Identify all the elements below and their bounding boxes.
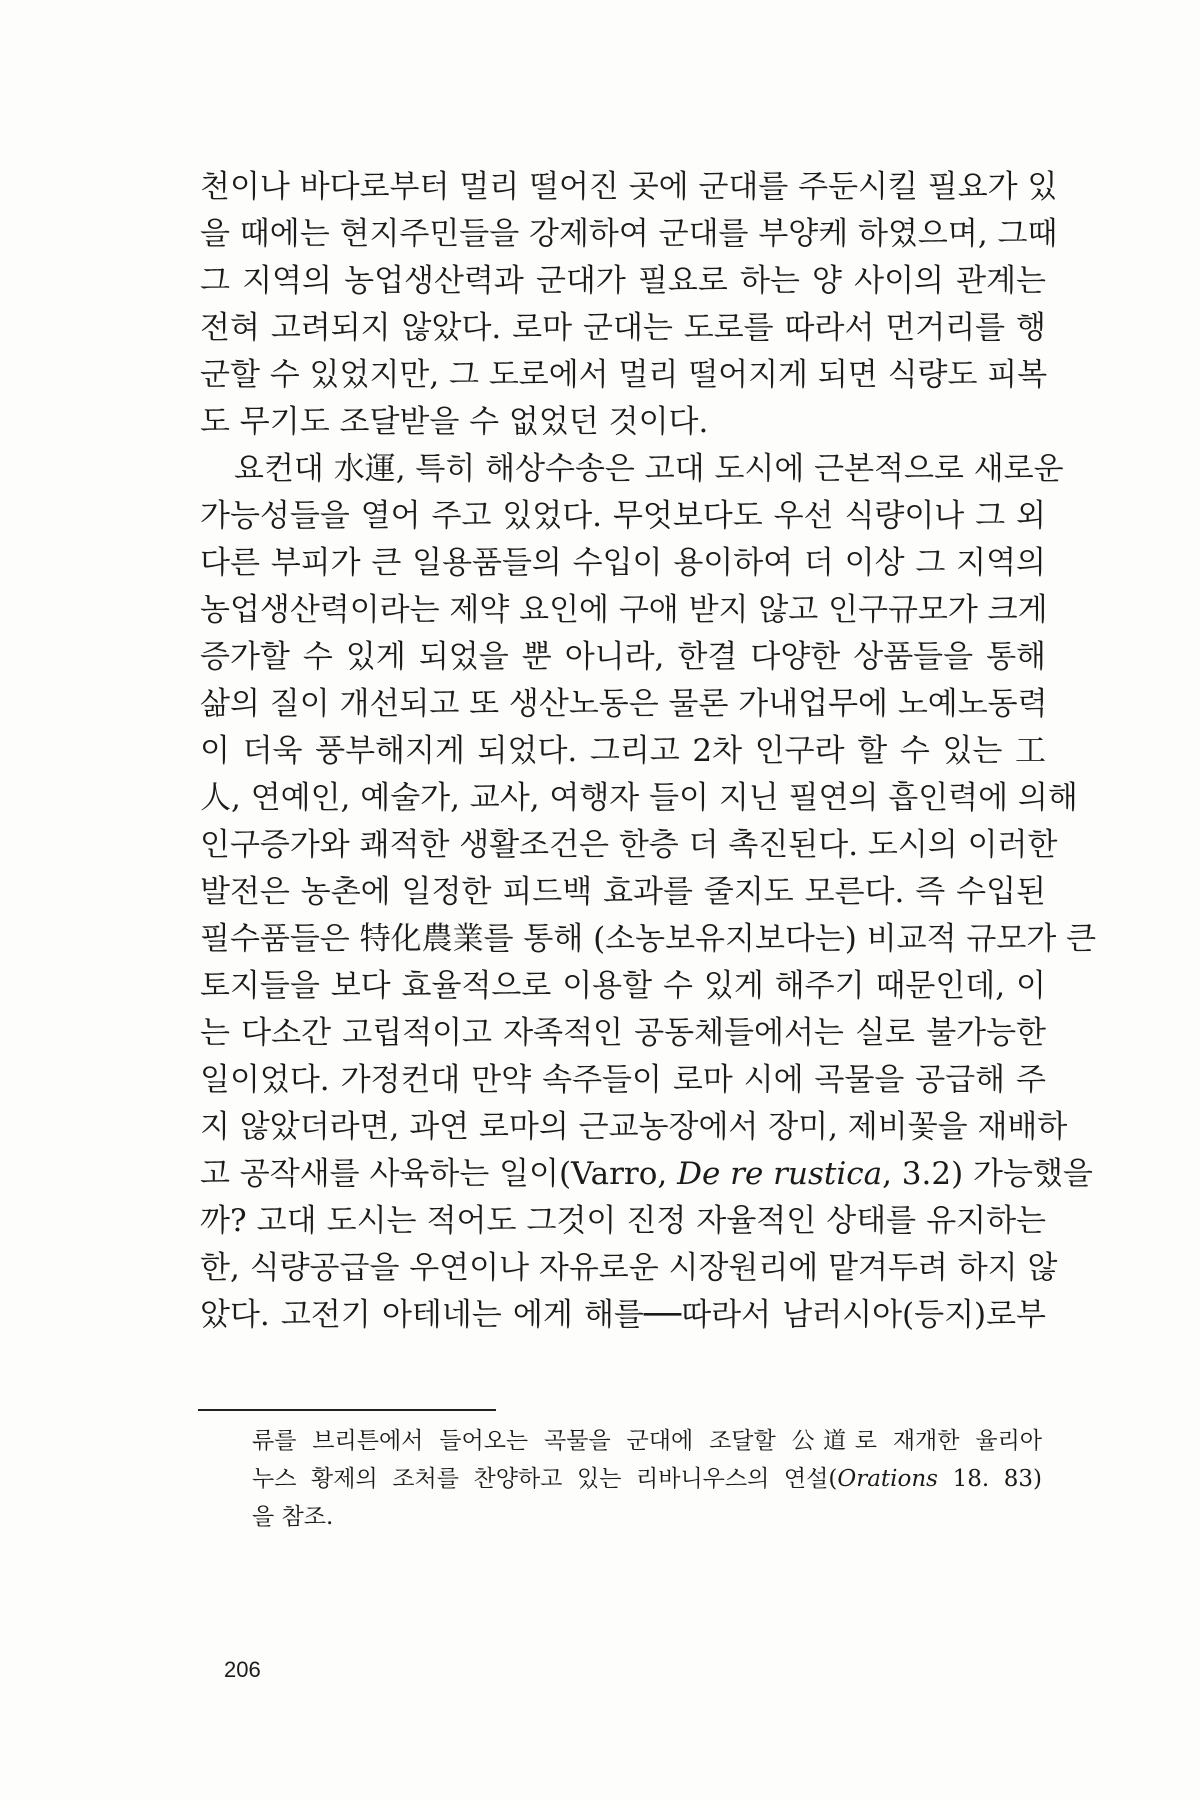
body-line: 는 다소간 고립적이고 자족적인 공동체들에서는 실로 불가능한 xyxy=(200,1015,1046,1051)
body-line: 지 않았더라면, 과연 로마의 근교농장에서 장미, 제비꽃을 재배하 xyxy=(200,1109,1068,1145)
body-line: 전혀 고려되지 않았다. 로마 군대는 도로를 따라서 먼거리를 행 xyxy=(200,310,1046,346)
body-line-text: 고 공작새를 사육하는 일이(Varro, xyxy=(200,1156,678,1192)
body-line: 았다. 고전기 아테네는 에게 해를──따라서 남러시아(등지)로부 xyxy=(200,1297,1046,1333)
footnote-line: 류를 브리튼에서 들어오는 곡물을 군대에 조달할 公道로 재개한 율리아 xyxy=(252,1428,1042,1454)
body-line: 삶의 질이 개선되고 또 생산노동은 물론 가내업무에 노예노동력 xyxy=(200,686,1048,722)
body-line: 이 더욱 풍부해지게 되었다. 그리고 2차 인구라 할 수 있는 工 xyxy=(200,733,1046,769)
footnote-line-citation xyxy=(252,1468,1042,1491)
body-line: 농업생산력이라는 제약 요인에 구애 받지 않고 인구규모가 크게 xyxy=(200,592,1048,628)
body-line: 토지들을 보다 효율적으로 이용할 수 있게 해주기 때문인데, 이 xyxy=(200,968,1046,1004)
page-number: 206 xyxy=(224,1657,261,1682)
footnote-title-italic: Orations xyxy=(837,1466,938,1492)
body-line: 증가할 수 있게 되었을 뿐 아니라, 한결 다양한 상품들을 통해 xyxy=(200,639,1046,675)
footnote-text: 누스 황제의 조처를 찬양하고 있는 리바니우스의 연설( xyxy=(252,1466,838,1492)
body-line: 가능성들을 열어 주고 있었다. 무엇보다도 우선 식량이나 그 외 xyxy=(200,498,1046,534)
body-line: 군할 수 있었지만, 그 도로에서 멀리 떨어지게 되면 식량도 피복 xyxy=(200,357,1048,393)
body-line: 필수품들은 特化農業를 통해 (소농보유지보다는) 비교적 규모가 큰 xyxy=(200,921,1097,957)
footnote-line: 을 참조. xyxy=(252,1504,334,1530)
body-line: 인구증가와 쾌적한 생활조건은 한층 더 촉진된다. 도시의 이러한 xyxy=(200,827,1058,863)
body-line: 을 때에는 현지주민들을 강제하여 군대를 부양케 하였으며, 그때 xyxy=(200,216,1058,252)
body-line: 요컨대 水運, 특히 해상수송은 고대 도시에 근본적으로 새로운 xyxy=(234,451,1064,487)
body-line-text: , 3.2) 가능했을 xyxy=(882,1156,1093,1192)
footnote-divider xyxy=(198,1409,496,1411)
body-line-citation xyxy=(200,1156,1093,1192)
book-title-italic: De re rustica xyxy=(677,1156,883,1192)
body-line: 人, 연예인, 예술가, 교사, 여행자 들이 지닌 필연의 흡인력에 의해 xyxy=(200,780,1078,816)
body-line: 그 지역의 농업생산력과 군대가 필요로 하는 양 사이의 관계는 xyxy=(200,263,1046,299)
body-line: 까? 고대 도시는 적어도 그것이 진정 자율적인 상태를 유지하는 xyxy=(200,1203,1046,1239)
body-line: 일이었다. 가정컨대 만약 속주들이 로마 시에 곡물을 공급해 주 xyxy=(200,1062,1046,1098)
body-line: 한, 식량공급을 우연이나 자유로운 시장원리에 맡겨두려 하지 않 xyxy=(200,1250,1058,1286)
body-line: 도 무기도 조달받을 수 없었던 것이다. xyxy=(200,404,709,440)
body-line: 발전은 농촌에 일정한 피드백 효과를 줄지도 모른다. 즉 수입된 xyxy=(200,874,1046,910)
body-line: 천이나 바다로부터 멀리 떨어진 곳에 군대를 주둔시킬 필요가 있 xyxy=(200,169,1058,205)
footnote-text: 18. 83) xyxy=(937,1466,1042,1492)
body-line: 다른 부피가 큰 일용품들의 수입이 용이하여 더 이상 그 지역의 xyxy=(200,545,1046,581)
